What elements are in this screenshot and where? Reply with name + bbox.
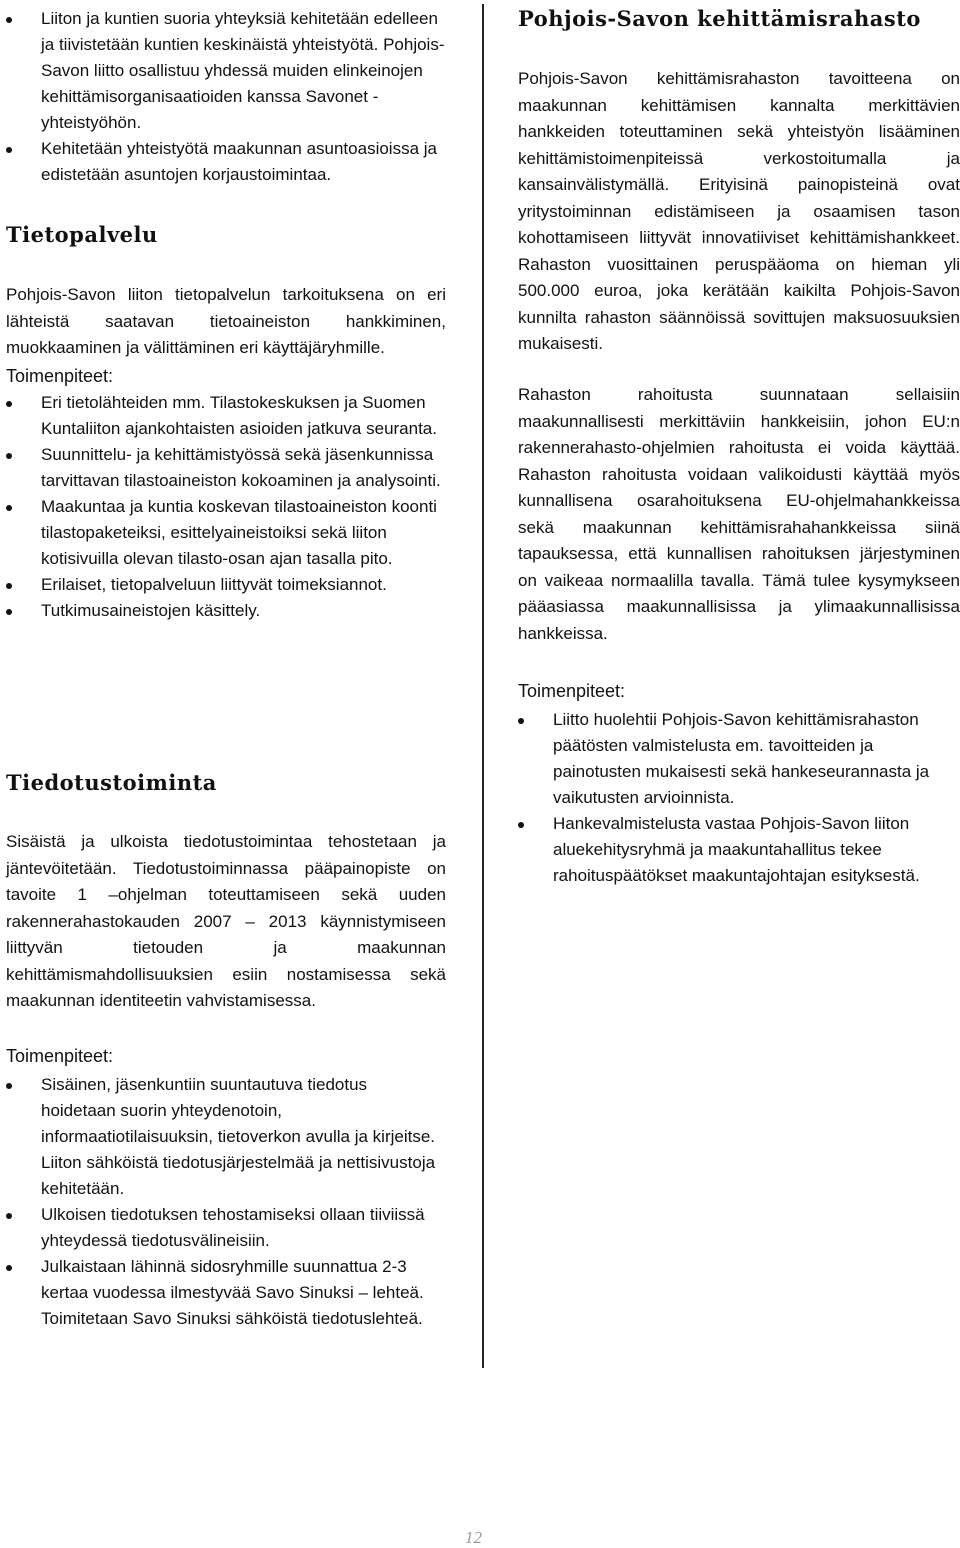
kehittamisrahasto-paragraph-1: Pohjois-Savon kehittämisrahaston tavoitteena on maakunnan kehittämisen kannalta merkittävien hankkeiden toteuttaminen sekä yhteistyön lisääminen kehittämistoimenpiteissä verkostoitumalla ja kansainvälistymällä. Erityisinä painopisteinä ovat yritystoiminnan edistämiseen ja osaamisen tason kohottamiseen liittyvät innovatiiviset kehittämishankkeet. Rahaston vuosittainen peruspääoma on hieman yli 500.000 euroa, joka kerätään kaikilta Pohjois-Savon kunnilta rahaston säännöissä sovittujen maksuosuuksien mukaisesti. (518, 69, 960, 353)
list-item: Maakuntaa ja kuntia koskevan tilastoaineiston koonti tilastopaketeiksi, esittelyaineistoiksi sekä liiton kotisivuilla olevan tilasto-osan ajan tasalla pito. (6, 494, 446, 572)
column-divider (482, 4, 484, 1368)
tiedotus-heading: Tiedotustoiminta (6, 770, 217, 795)
tietopalvelu-heading: Tietopalvelu (6, 222, 158, 247)
kehittamisrahasto-actions-list (518, 707, 960, 889)
list-item: Julkaistaan lähinnä sidosryhmille suunnattua 2-3 kertaa vuodessa ilmestyvää Savo Sinuksi – lehteä. Toimitetaan Savo Sinuksi sähköistä tiedotuslehteä. (6, 1254, 446, 1332)
list-item: Ulkoisen tiedotuksen tehostamiseksi ollaan tiiviissä yhteydessä tiedotusvälineisiin. (6, 1202, 446, 1254)
list-item: Suunnittelu- ja kehittämistyössä sekä jäsenkunnissa tarvittavan tilastoaineiston kokoaminen ja analysointi. (6, 442, 446, 494)
list-item: Liiton ja kuntien suoria yhteyksiä kehitetään edelleen ja tiivistetään kuntien keskinäistä yhteistyötä. Pohjois-Savon liitto osallistuu yhdessä muiden elinkeinojen kehittämisorganisaatioiden kanssa Savonet -yhteistyöhön. (6, 6, 446, 136)
list-item: Liitto huolehtii Pohjois-Savon kehittämisrahaston päätösten valmistelusta em. tavoitteiden ja painotusten mukaisesti sekä hankeseurannasta ja vaikutusten arvioinnista. (518, 707, 960, 811)
tietopalvelu-paragraph: Pohjois-Savon liiton tietopalvelun tarkoituksena on eri lähteistä saatavan tietoaineiston hankkiminen, muokkaaminen ja välittäminen eri käyttäjäryhmille. (6, 285, 446, 357)
tietopalvelu-actions-list (6, 390, 446, 624)
list-item: Tutkimusaineistojen käsittely. (6, 598, 446, 624)
list-item: Hankevalmistelusta vastaa Pohjois-Savon liiton aluekehitysryhmä ja maakuntahallitus tekee rahoituspäätökset maakuntajohtajan esityksestä. (518, 811, 960, 889)
tiedotus-paragraph: Sisäistä ja ulkoista tiedotustoimintaa tehostetaan ja jäntevöitetään. Tiedotustoiminnassa pääpainopiste on tavoite 1 –ohjelman toteuttamiseen sekä uuden rakennerahastokauden 2007 – 2013 käynnistymiseen liittyvän tietouden ja maakunnan kehittämismahdollisuuksien esiin nostamisessa sekä maakunnan identiteetin vahvistamisessa. (6, 832, 446, 1010)
tiedotus-actions-list (6, 1072, 446, 1332)
kehittamisrahasto-heading: Pohjois-Savon kehittämisrahasto (518, 6, 921, 31)
tiedotus-actions-label: Toimenpiteet: (6, 1046, 114, 1066)
list-item: Erilaiset, tietopalveluun liittyvät toimeksiannot. (6, 572, 446, 598)
list-item: Kehitetään yhteistyötä maakunnan asuntoasioissa ja edistetään asuntojen korjaustoimintaa. (6, 136, 446, 188)
kehittamisrahasto-paragraph-2: Rahaston rahoitusta suunnataan sellaisiin maakunnallisesti merkittäviin hankkeisiin, johon EU:n rakennerahasto-ohjelmien rahoitusta ei voida käyttää. Rahaston rahoitusta voidaan valikoidusti käyttää myös kunnallisena osarahoituksena EU-ohjelmahankkeissa sekä maakunnan kehittämisrahahankkeissa siinä tapauksessa, että kunnallisen rahoituksen järjestyminen on vaikeaa normaalilla tavalla. Tämä tulee kysymykseen pääasiassa maakunnallisissa ja ylimaakunnallisissa hankkeissa. (518, 385, 960, 643)
page-number: 12 (465, 1528, 482, 1547)
intro-list (6, 6, 446, 188)
tietopalvelu-actions-label: Toimenpiteet: (6, 366, 114, 386)
kehittamisrahasto-actions-label: Toimenpiteet: (518, 681, 626, 701)
list-item: Eri tietolähteiden mm. Tilastokeskuksen ja Suomen Kuntaliiton ajankohtaisten asioiden jatkuva seuranta. (6, 390, 446, 442)
list-item: Sisäinen, jäsenkuntiin suuntautuva tiedotus hoidetaan suorin yhteydenotoin, informaatiotilaisuuksin, tietoverkon avulla ja kirjeitse. Liiton sähköistä tiedotusjärjestelmää ja nettisivustoja kehitetään. (6, 1072, 446, 1202)
